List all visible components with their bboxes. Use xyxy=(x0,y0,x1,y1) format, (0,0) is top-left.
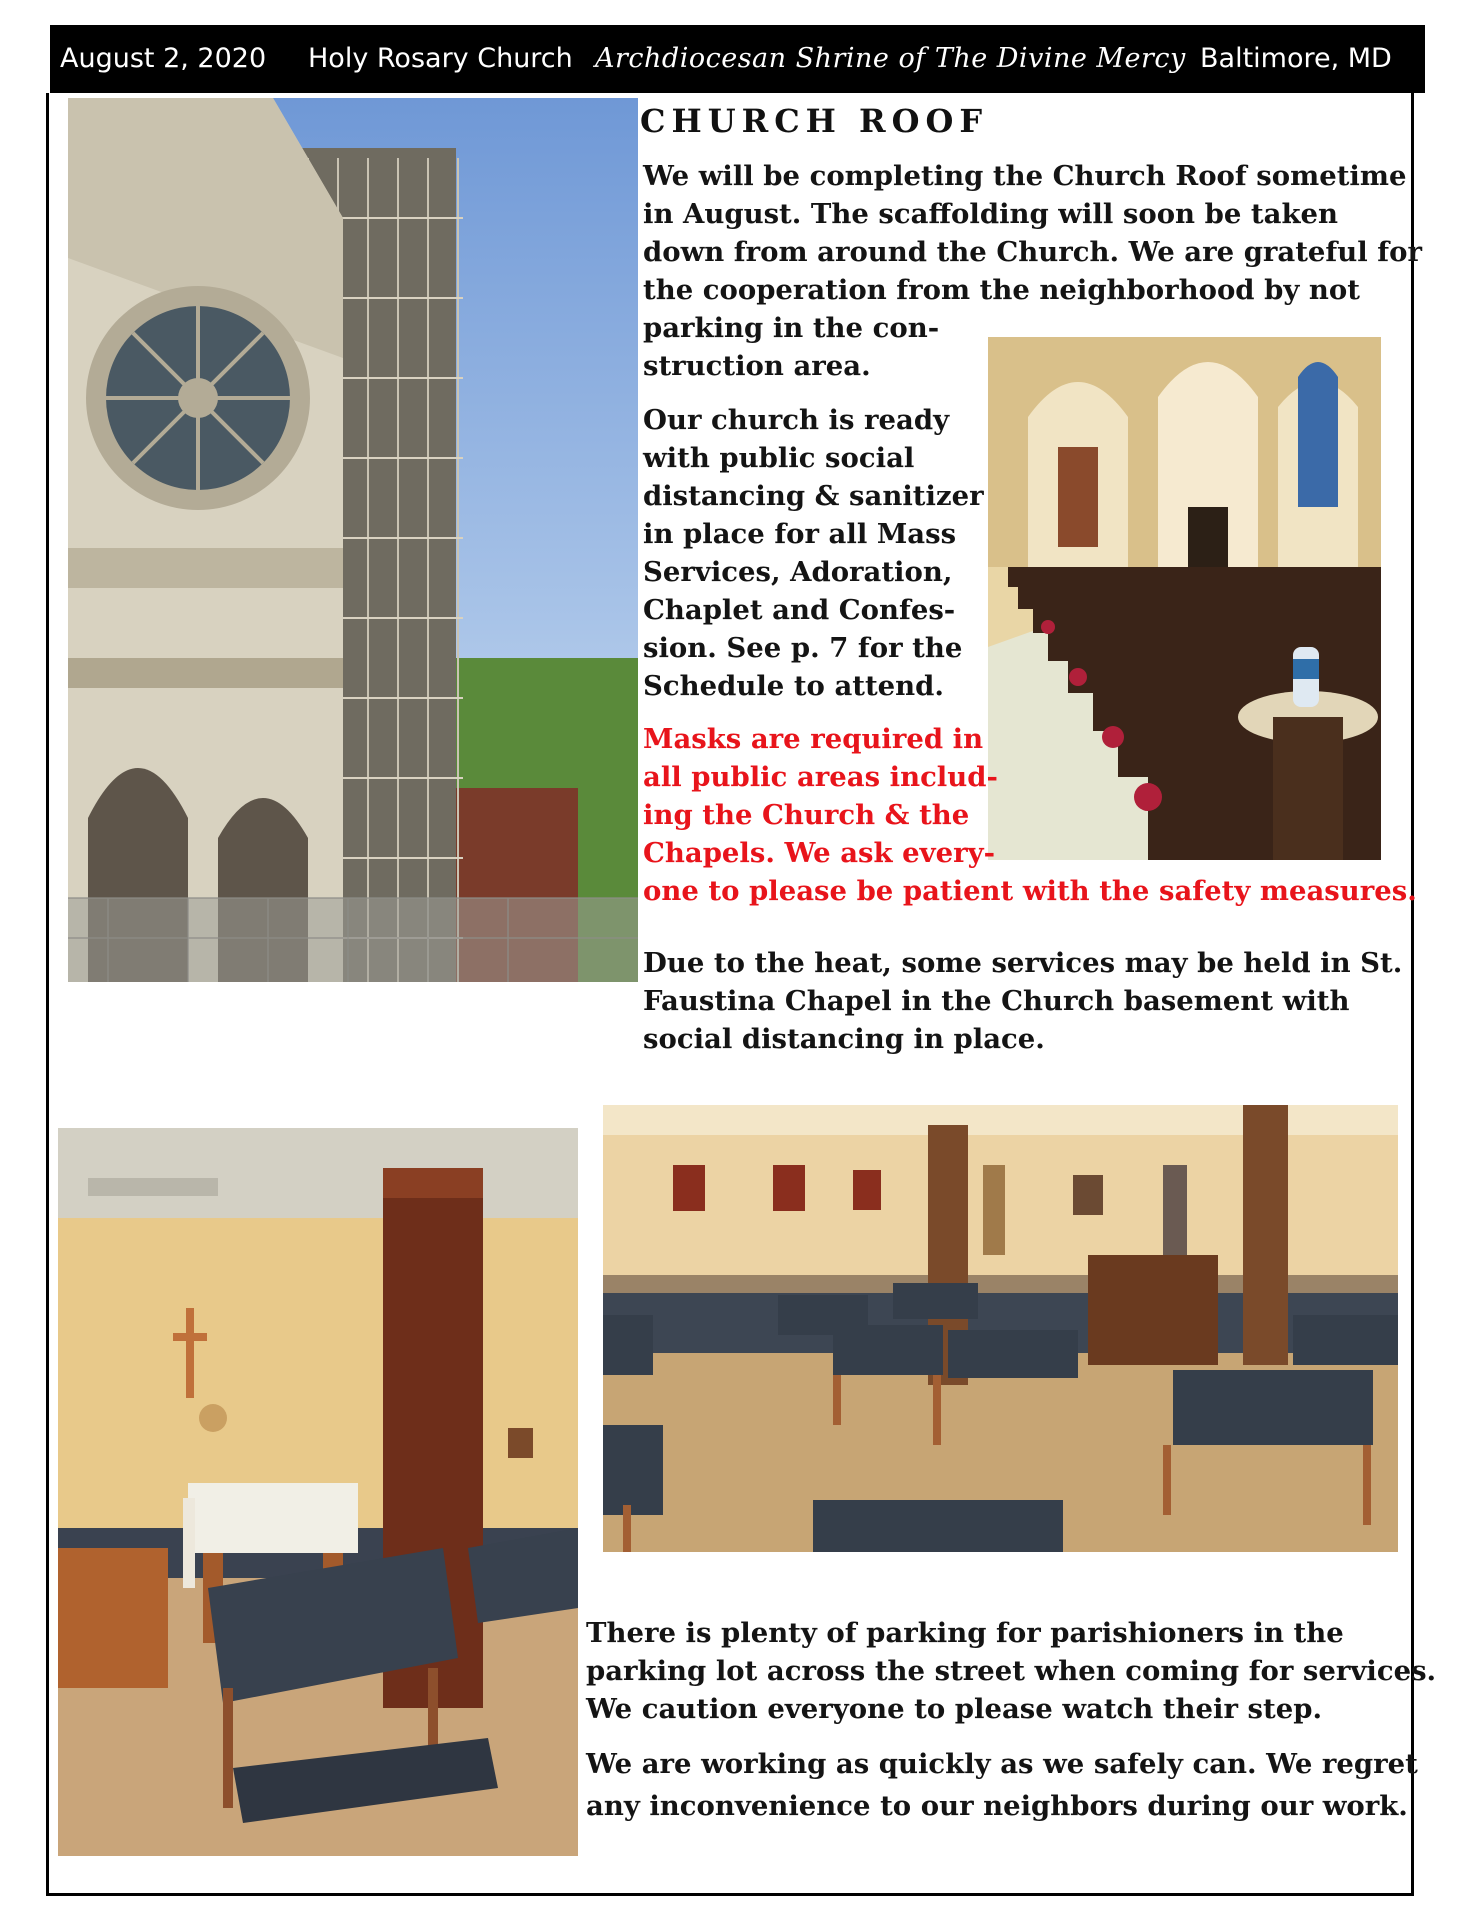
location: Baltimore, MD xyxy=(1200,43,1392,74)
text-line: any inconvenience to our neighbors during our work. xyxy=(586,1790,1408,1822)
masks-notice xyxy=(643,720,1417,910)
heat-paragraph xyxy=(643,944,1402,1058)
issue-date: August 2, 2020 xyxy=(60,43,267,74)
parking-paragraph xyxy=(586,1614,1436,1728)
text-line: We caution everyone to please watch their step. xyxy=(586,1693,1323,1725)
text-line: down from around the Church. We are grateful for xyxy=(643,236,1422,268)
text-line: We will be completing the Church Roof sometime xyxy=(643,160,1407,192)
church-name: Holy Rosary Church xyxy=(308,43,573,74)
chapel-seating-photo xyxy=(603,1105,1398,1552)
text-line: Schedule to attend. xyxy=(643,670,944,702)
text-line: There is plenty of parking for parishioners in the xyxy=(586,1617,1344,1649)
text-line: sion. See p. 7 for the xyxy=(643,632,963,664)
text-line: with public social xyxy=(643,442,915,474)
article-title: CHURCH ROOF xyxy=(640,102,989,140)
text-line: all public areas includ- xyxy=(643,761,998,793)
text-line: parking in the con- xyxy=(643,312,940,344)
text-line: Chapels. We ask every- xyxy=(643,837,995,869)
header-bar xyxy=(50,25,1425,93)
text-line: Chaplet and Confes- xyxy=(643,594,956,626)
text-line: Faustina Chapel in the Church basement with xyxy=(643,985,1350,1017)
text-line: struction area. xyxy=(643,350,871,382)
text-line: ing the Church & the xyxy=(643,799,970,831)
text-line: one to please be patient with the safety measures. xyxy=(643,875,1417,907)
readiness-paragraph xyxy=(643,401,984,705)
text-line: Services, Adoration, xyxy=(643,556,953,588)
chapel-altar-photo xyxy=(58,1128,578,1856)
text-line: in place for all Mass xyxy=(643,518,957,550)
text-line: social distancing in place. xyxy=(643,1023,1045,1055)
text-line: We are working as quickly as we safely can. We regret xyxy=(586,1748,1418,1780)
text-line: parking lot across the street when coming for services. xyxy=(586,1655,1437,1687)
text-line: distancing & sanitizer xyxy=(643,480,984,512)
text-line: Our church is ready xyxy=(643,404,950,436)
church-exterior-photo xyxy=(68,98,638,982)
text-line: the cooperation from the neighborhood by not xyxy=(643,274,1360,306)
text-line: in August. The scaffolding will soon be taken xyxy=(643,198,1338,230)
shrine-name: Archdiocesan Shrine of The Divine Mercy xyxy=(595,43,1186,74)
text-line: Due to the heat, some services may be held in St. xyxy=(643,947,1403,979)
working-paragraph xyxy=(586,1743,1418,1827)
text-line: Masks are required in xyxy=(643,723,984,755)
